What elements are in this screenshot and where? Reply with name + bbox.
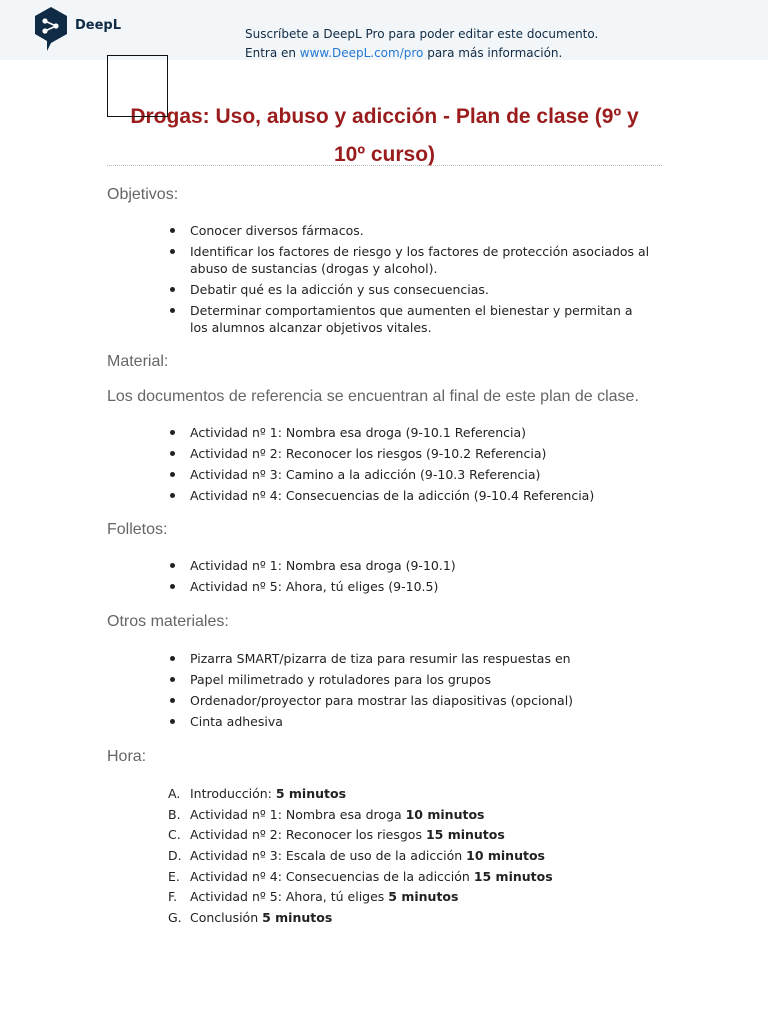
list-item: Conocer diversos fármacos. [168,222,650,239]
material-list [168,424,650,508]
title-line-1: Drogas: Uso, abuso y adicción - Plan de clase (9º y [130,105,639,128]
schedule-item [168,826,650,843]
objetivos-heading: Objetivos: [107,186,179,203]
hora-list [168,785,650,930]
schedule-item [168,909,650,926]
schedule-text: Actividad nº 4: Consecuencias de la adicción [190,868,474,884]
material-intro: Los documentos de referencia se encuentran al final de este plan de clase. [107,388,639,405]
schedule-time: 15 minutos [425,827,505,843]
schedule-time: 5 minutos [275,786,347,801]
list-item: Ordenador/proyector para mostrar las diapositivas (opcional) [168,692,650,709]
material-heading: Material: [107,353,169,370]
schedule-time: 15 minutos [473,868,553,884]
schedule-text: Actividad nº 3: Escala de uso de la adicción [190,848,467,864]
list-item: Cinta adhesiva [168,713,650,730]
list-item: Identificar los factores de riesgo y los factores de protección asociados al abuso de sustancias (drogas y alcohol). [168,243,650,277]
schedule-letter: D. [168,848,182,864]
schedule-text: Conclusión [190,910,263,926]
banner-line-2-suffix: para más información. [423,46,563,60]
deepl-banner [0,0,768,60]
title-line-2: 10º curso) [333,143,436,166]
schedule-item [168,888,650,905]
schedule-text: Actividad nº 1: Nombra esa droga [190,806,406,822]
otros-materiales-list [168,650,650,734]
list-item: Pizarra SMART/pizarra de tiza para resumir las respuestas en [168,650,650,667]
deepl-logo-text: DeepL [75,17,122,33]
schedule-letter: A. [168,786,181,801]
schedule-letter: G. [168,910,182,926]
schedule-letter: E. [168,868,180,884]
schedule-letter: F. [168,889,178,905]
folletos-heading: Folletos: [107,521,168,538]
image-placeholder [107,55,168,117]
schedule-text: Actividad nº 2: Reconocer los riesgos [190,827,426,843]
deepl-logo[interactable] [33,6,121,52]
list-item: Actividad nº 5: Ahora, tú eliges (9-10.5) [168,578,650,595]
schedule-item [168,785,650,802]
schedule-letter: C. [168,827,181,843]
schedule-time: 5 minutos [262,910,333,926]
list-item: Debatir qué es la adicción y sus consecuencias. [168,281,650,298]
banner-message [245,25,598,63]
list-item: Actividad nº 4: Consecuencias de la adicción (9-10.4 Referencia) [168,487,650,504]
list-item: Papel milimetrado y rotuladores para los grupos [168,671,650,688]
schedule-text: Introducción: [190,786,276,801]
page-title [107,98,662,174]
banner-line-2 [245,44,598,63]
hora-heading: Hora: [107,748,147,765]
otros-materiales-heading: Otros materiales: [107,613,229,630]
objetivos-list [168,222,650,340]
deepl-pro-link[interactable]: www.DeepL.com/pro [299,46,424,60]
schedule-letter: B. [168,806,181,822]
title-divider [107,165,662,166]
list-item: Actividad nº 1: Nombra esa droga (9-10.1) [168,557,650,574]
schedule-text: Actividad nº 5: Ahora, tú eliges [190,889,389,905]
schedule-item [168,868,650,885]
schedule-time: 5 minutos [388,889,459,905]
schedule-time: 10 minutos [466,848,545,864]
banner-line-1: Suscríbete a DeepL Pro para poder editar este documento. [245,27,599,41]
list-item: Actividad nº 2: Reconocer los riesgos (9-10.2 Referencia) [168,445,650,462]
schedule-time: 10 minutos [405,806,485,822]
schedule-item [168,847,650,864]
list-item: Actividad nº 3: Camino a la adicción (9-10.3 Referencia) [168,466,650,483]
list-item: Determinar comportamientos que aumenten el bienestar y permitan a los alumnos alcanzar objetivos vitales. [168,302,650,336]
schedule-item [168,806,650,823]
deepl-logo-icon [33,6,69,52]
banner-line-2-prefix: Entra en [245,46,300,60]
list-item: Actividad nº 1: Nombra esa droga (9-10.1 Referencia) [168,424,650,441]
folletos-list [168,557,650,599]
